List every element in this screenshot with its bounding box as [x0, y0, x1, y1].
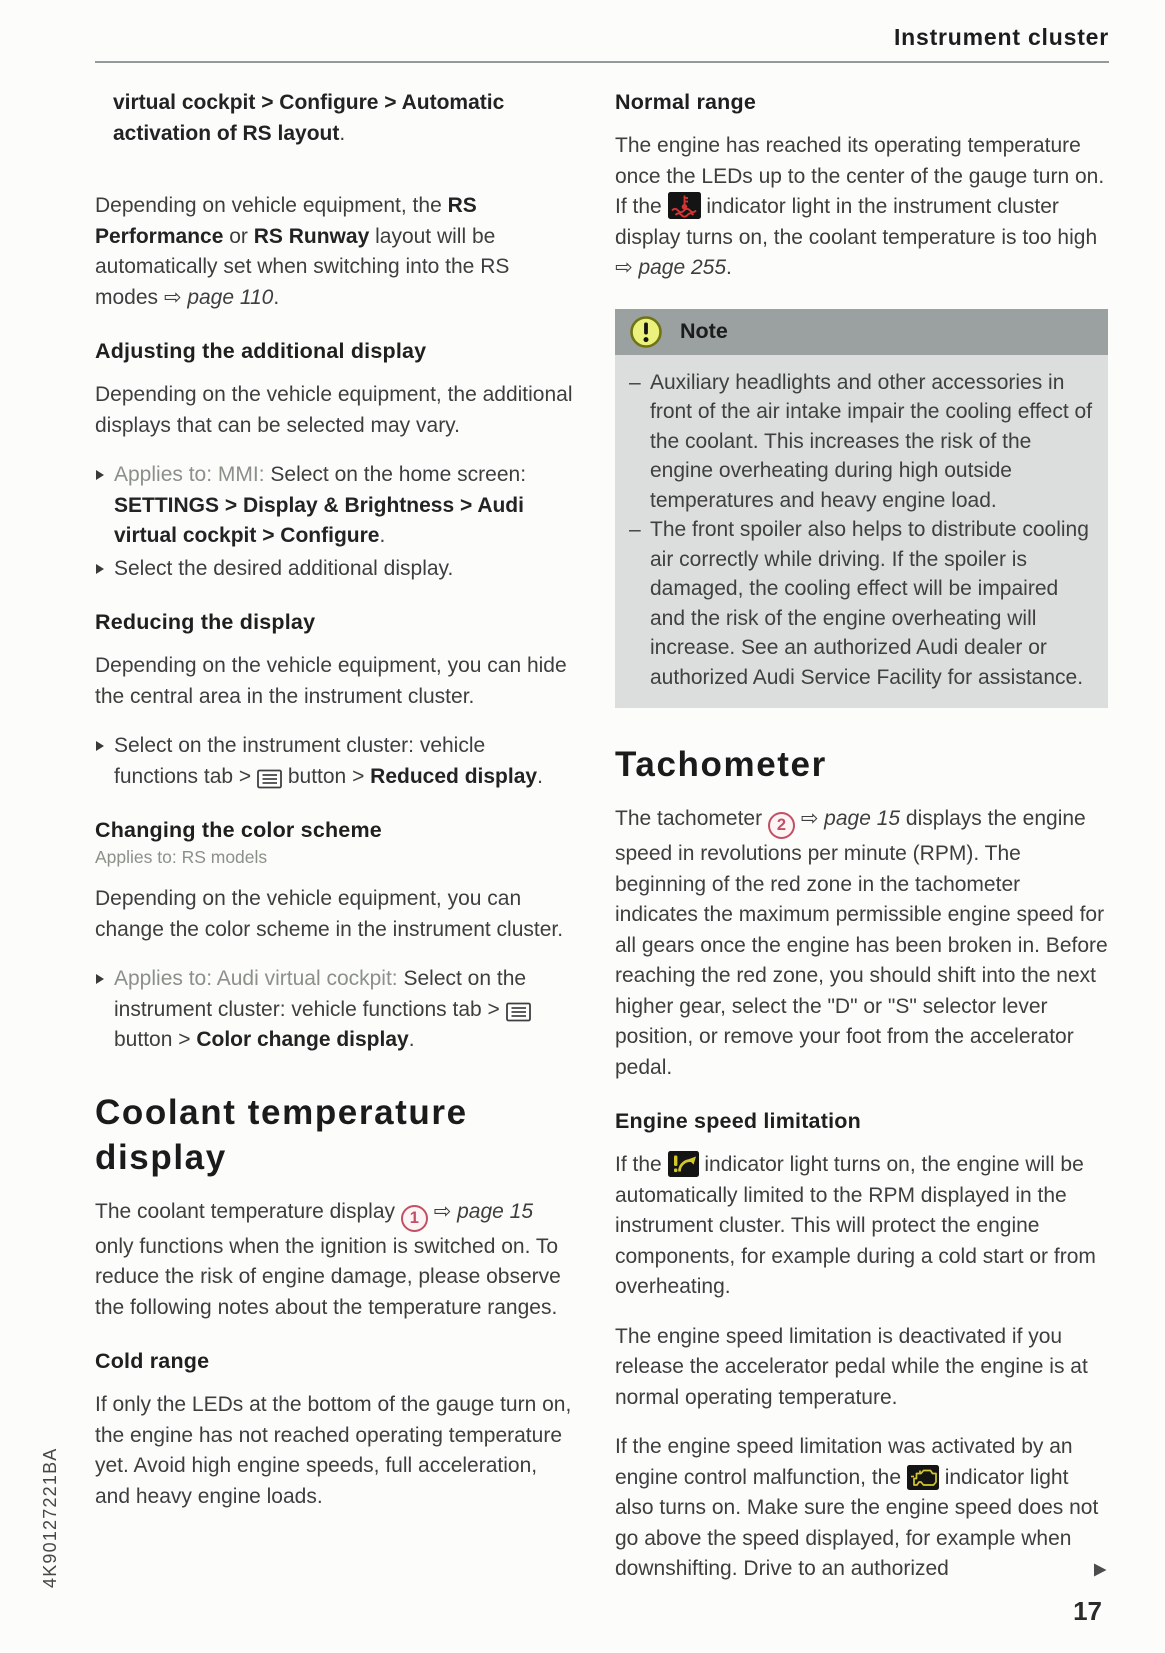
text-run: .	[726, 256, 732, 279]
dash-marker: –	[629, 518, 641, 541]
section-heading: Cold range	[95, 1349, 210, 1373]
page-reference: page 110	[187, 285, 274, 309]
engine-speed-limiter-icon	[668, 1151, 699, 1177]
text-run: only functions when the ignition is switched on. To reduce the risk of engine damage, please observe the following notes about the temperature ranges.	[95, 1234, 561, 1319]
text-run: Depending on the vehicle equipment, you can hide the central area in the instrument cluster.	[95, 654, 567, 708]
note-title: Note	[680, 319, 728, 343]
applies-to-label: Applies to: Audi virtual cockpit:	[114, 967, 404, 990]
engine-malfunction-icon	[907, 1465, 939, 1490]
paragraph	[95, 191, 575, 313]
text-run: Select on the home screen:	[270, 463, 527, 486]
paragraph	[95, 884, 575, 945]
bold-text: SETTINGS > Display & Brightness > Audi virtual cockpit > Configure	[114, 493, 524, 547]
text-run: .	[273, 285, 280, 309]
text-run: Depending on the vehicle equipment, you can change the color scheme in the instrument cluster.	[95, 887, 564, 941]
text-run: .	[339, 121, 346, 145]
text-run: If only the LEDs at the bottom of the gauge turn on, the engine has not reached operating temperature yet. Avoid high engine speeds, full acceleration, and heavy engine loads.	[95, 1393, 572, 1508]
bullet-triangle-icon	[96, 741, 104, 751]
text-run: ⇨	[615, 256, 639, 279]
coolant-temperature-warning-icon	[668, 192, 701, 219]
instruction-bullet	[95, 554, 575, 585]
paragraph	[615, 131, 1108, 284]
document-code: 4K90127221BA	[40, 1447, 60, 1588]
text-run: indicator light turns on, the engine will be automatically limited to the RPM displayed in the instrument cluster. This will protect the engine components, for example during a cold start or from overheating.	[615, 1153, 1096, 1298]
bold-text: virtual cockpit > Configure > Automatic activation of RS layout	[113, 91, 505, 145]
page-header-title: Instrument cluster	[893, 24, 1109, 50]
section-heading: Normal range	[615, 90, 756, 114]
text-run: .	[537, 764, 543, 788]
text-run: The coolant temperature display	[95, 1199, 401, 1223]
paragraph	[95, 380, 575, 441]
text-run: Depending on vehicle equipment, the	[95, 194, 448, 217]
text-run: button >	[282, 764, 371, 788]
text-run: ⇨	[427, 1199, 458, 1223]
text-run: indicator light in the instrument cluster display turns on, the coolant temperature is too high	[615, 195, 1098, 249]
right-column	[615, 88, 1108, 1604]
menu-path-continuation	[95, 88, 575, 149]
note-body	[615, 355, 1108, 709]
chapter-title: Tachometer	[615, 745, 827, 784]
text-run: The engine has reached its operating temperature once the LEDs up to the center of the gauge turn on. If the	[615, 134, 1105, 218]
text-run: button >	[114, 1028, 197, 1051]
bold-text: Reduced display	[370, 764, 538, 788]
bold-text: RS Runway	[253, 224, 370, 248]
applies-to-label: Applies to: MMI:	[114, 463, 271, 486]
text-run: ⇨	[163, 285, 188, 309]
note-box	[615, 309, 1108, 709]
text-run: indicator light also turns on. Make sure the engine speed does not go above the speed displayed, for example when downshifting. Drive to an authorized	[615, 1465, 1099, 1580]
page-reference: page 15	[824, 807, 901, 830]
dash-marker: –	[629, 370, 641, 394]
page-number: 17	[1073, 1596, 1102, 1626]
section-heading: Adjusting the additional display	[95, 339, 427, 363]
note-header	[615, 309, 1108, 355]
chapter-title: Coolant temperature display	[95, 1092, 468, 1177]
continuation-arrow-icon	[1092, 1562, 1108, 1578]
text-run: .	[379, 524, 386, 547]
text-run: displays the engine speed in revolutions per minute (RPM). The beginning of the red zone in the tachometer indicates the maximum permissible engine speed for all gears once the engine has been broken in. Before reaching the red zone, you should shift into the next higher gear, select the "D" or "S" selector lever position, or remove your foot from the accelerator pedal.	[615, 807, 1108, 1079]
left-column	[95, 88, 575, 1604]
note-item	[629, 515, 1094, 692]
text-run: Auxiliary headlights and other accessories in front of the air intake impair the cooling effect of the coolant. This increases the risk of the engine overheating during high outside temperatures and heavy engine load.	[650, 370, 1093, 512]
text-run: The front spoiler also helps to distribute cooling air correctly while driving. If the spoiler is damaged, the cooling effect will be impaired and the risk of the engine overheating will increase. See an authorized Audi dealer or authorized Audi Service Facility for assistance.	[650, 518, 1089, 689]
content-columns	[95, 88, 1108, 1604]
paragraph	[615, 1150, 1108, 1303]
text-run: or	[223, 224, 254, 248]
paragraph	[615, 1322, 1108, 1414]
text-run: ⇨	[794, 807, 825, 830]
page-reference: page 15	[457, 1199, 534, 1223]
text-run: layout will be automatically set when switching into the RS modes	[95, 224, 510, 309]
instruction-bullet	[95, 964, 575, 1056]
paragraph	[95, 1197, 575, 1324]
text-run: .	[408, 1028, 415, 1051]
paragraph	[615, 804, 1108, 1083]
instruction-bullet	[95, 731, 575, 792]
bullet-triangle-icon	[96, 974, 104, 984]
instruction-bullet	[95, 460, 575, 552]
text-run: The tachometer	[615, 807, 768, 830]
section-heading: Changing the color scheme	[95, 818, 382, 842]
bullet-triangle-icon	[96, 564, 104, 574]
note-exclamation-icon	[629, 315, 663, 349]
applies-to-note: Applies to: RS models	[95, 847, 268, 867]
section-heading: Reducing the display	[95, 610, 316, 634]
reference-number-1: 1	[401, 1205, 428, 1232]
text-run: The engine speed limitation is deactivated if you release the accelerator pedal while the engine is at normal operating temperature.	[615, 1324, 1088, 1409]
list-button-icon	[257, 769, 282, 789]
note-item	[629, 368, 1094, 516]
text-run: Select on the instrument cluster: vehicle functions tab >	[114, 967, 527, 1021]
list-button-icon	[506, 1002, 531, 1022]
bold-text: Color change display	[196, 1028, 409, 1051]
text-run: Depending on the vehicle equipment, the additional displays that can be selected may vary.	[95, 383, 573, 437]
text-run: Select the desired additional display.	[114, 556, 454, 580]
bold-text: RS Performance	[95, 194, 477, 248]
section-heading: Engine speed limitation	[615, 1109, 861, 1133]
paragraph	[615, 1432, 1108, 1585]
text-run: If the engine speed limitation was activated by an engine control malfunction, the	[615, 1435, 1073, 1489]
reference-number-2: 2	[768, 812, 795, 839]
paragraph	[95, 1390, 575, 1512]
header-rule	[95, 61, 1109, 63]
page-reference: page 255	[638, 256, 727, 279]
text-run: Select on the instrument cluster: vehicle functions tab >	[114, 734, 486, 788]
bullet-triangle-icon	[96, 470, 104, 480]
text-run: If the	[615, 1153, 668, 1176]
paragraph	[95, 651, 575, 712]
